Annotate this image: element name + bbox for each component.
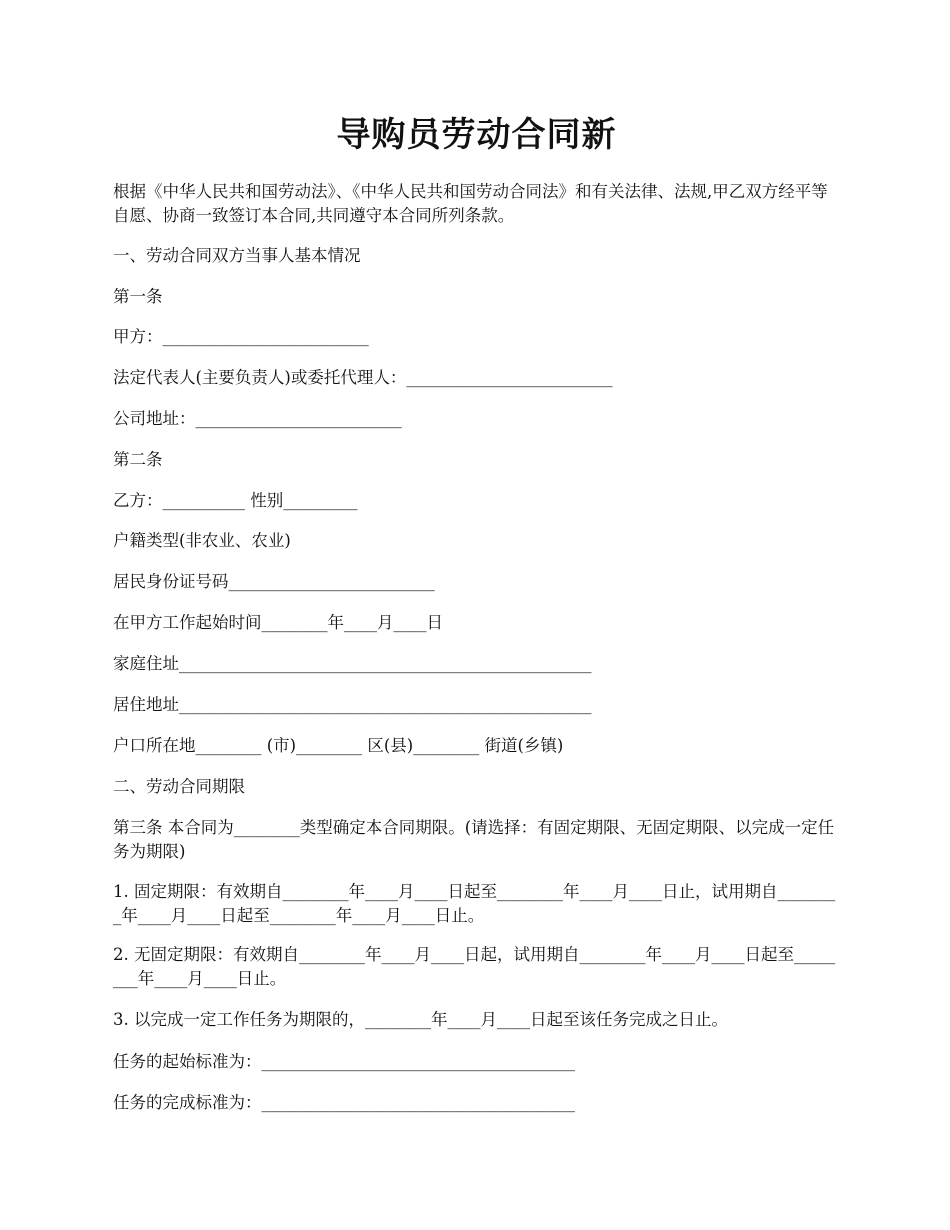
- id-number-line: 居民身份证号码_________________________: [113, 572, 435, 591]
- task-start-standard-line: 任务的起始标准为：______________________________________: [113, 1052, 575, 1071]
- open-term-paragraph: 2. 无固定期限：有效期自________年____月____日起，试用期自________年____月____日起至________年____月____日止。: [113, 945, 836, 988]
- article-3-paragraph: 第三条 本合同为________类型确定本合同期限。(请选择：有固定期限、无固定期限、以完成一定任务为期限): [113, 818, 835, 861]
- household-type-line: 户籍类型(非农业、农业): [113, 531, 291, 550]
- document-title: 导购员劳动合同新: [336, 115, 617, 155]
- start-date-line: 在甲方工作起始时间________年____月____日: [113, 613, 443, 632]
- party-a-line: 甲方：_________________________: [113, 327, 369, 346]
- section-heading-term: 二、劳动合同期限: [113, 777, 245, 796]
- task-completion-standard-line: 任务的完成标准为：______________________________________: [113, 1093, 575, 1112]
- residence-address-line: 居住地址__________________________________________________: [113, 695, 592, 714]
- task-term-paragraph: 3. 以完成一定工作任务为期限的，________年____月____日起至该任务完成之日止。: [113, 1010, 728, 1029]
- article-2-heading: 第二条: [113, 450, 163, 469]
- party-b-line: 乙方：__________ 性别_________: [113, 491, 358, 510]
- registered-residence-line: 户口所在地________ (市)________ 区(县)________ 街道(乡镇): [113, 736, 564, 755]
- home-address-line: 家庭住址__________________________________________________: [113, 654, 592, 673]
- fixed-term-paragraph: 1. 固定期限：有效期自________年____月____日起至________年____月____日止，试用期自________年____月____日起至________年____月____日止。: [113, 882, 836, 925]
- preamble-paragraph: 根据《中华人民共和国劳动法》、《中华人民共和国劳动合同法》和有关法律、法规,甲乙双方经平等自愿、协商一致签订本合同,共同遵守本合同所列条款。: [113, 182, 828, 225]
- section-heading-parties: 一、劳动合同双方当事人基本情况: [113, 246, 361, 265]
- article-1-heading: 第一条: [113, 287, 163, 306]
- legal-representative-line: 法定代表人(主要负责人)或委托代理人：_________________________: [113, 368, 613, 387]
- company-address-line: 公司地址：_________________________: [113, 409, 402, 428]
